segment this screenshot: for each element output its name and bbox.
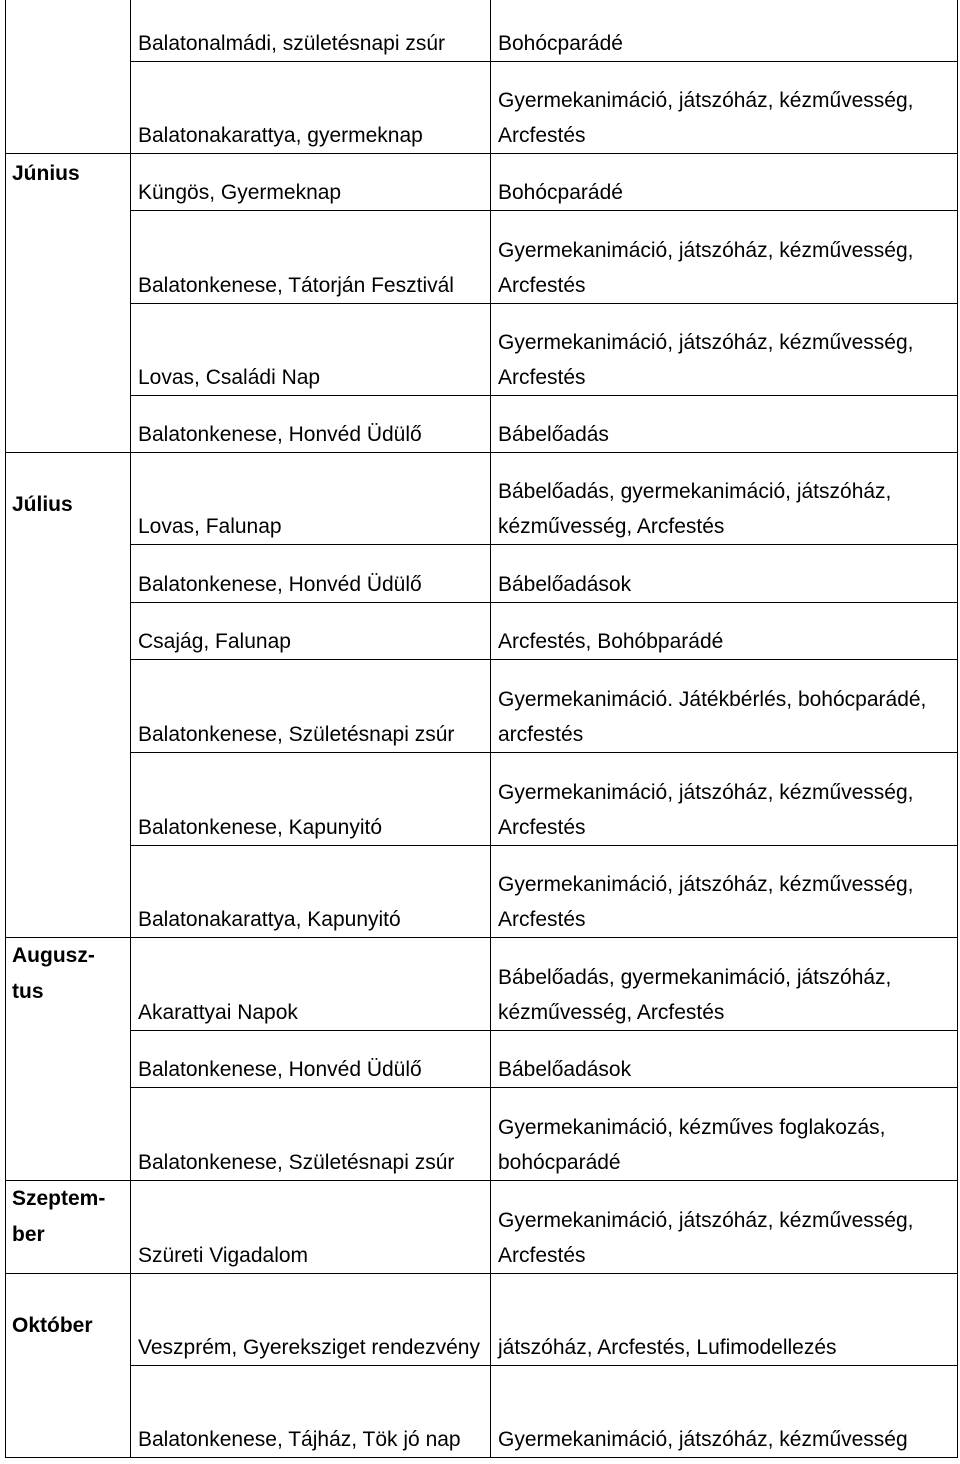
venue-cell: Balatonkenese, Honvéd Üdülő [131,1031,491,1088]
venue-cell: Balatonakarattya, Kapunyitó [131,846,491,938]
table-row [6,753,958,846]
table-row [6,603,958,660]
table-row [6,0,958,62]
table-row [6,938,958,1031]
program-cell: Gyermekanimáció, játszóház, kézművesség, Arcfestés [491,211,958,304]
table-row [6,154,958,211]
table-row [6,1366,958,1458]
program-cell: Gyermekanimáció, kézműves foglakozás, bohócparádé [491,1088,958,1181]
venue-cell: Veszprém, Gyereksziget rendezvény [131,1274,491,1366]
venue-cell: Balatonakarattya, gyermeknap [131,62,491,154]
venue-cell: Balatonkenese, Születésnapi zsúr [131,660,491,753]
events-table [5,0,958,1458]
table-row [6,545,958,603]
program-cell: Bábelőadások [491,1031,958,1088]
table-row [6,304,958,396]
venue-cell: Csajág, Falunap [131,603,491,660]
venue-cell: Balatonkenese, Kapunyitó [131,753,491,846]
venue-cell: Lovas, Családi Nap [131,304,491,396]
program-cell: Bábelőadások [491,545,958,603]
program-cell: Bohócparádé [491,154,958,211]
program-cell: Bábelőadás, gyermekanimáció, játszóház, kézművesség, Arcfestés [491,453,958,545]
program-cell: Gyermekanimáció, játszóház, kézművesség, Arcfestés [491,304,958,396]
month-cell: Augusz- tus [6,938,131,1181]
program-cell: Gyermekanimáció. Játékbérlés, bohócparádé, arcfestés [491,660,958,753]
program-cell: Gyermekanimáció, játszóház, kézművesség, Arcfestés [491,846,958,938]
program-cell: Arcfestés, Bohóbparádé [491,603,958,660]
program-cell: Gyermekanimáció, játszóház, kézművesség, Arcfestés [491,62,958,154]
venue-cell: Küngös, Gyermeknap [131,154,491,211]
table-row [6,62,958,154]
month-cell: Július [6,453,131,938]
program-cell: Gyermekanimáció, játszóház, kézművesség, Arcfestés [491,753,958,846]
venue-cell: Balatonkenese, Születésnapi zsúr [131,1088,491,1181]
month-cell: Október [6,1274,131,1458]
table-row [6,396,958,453]
venue-cell: Szüreti Vigadalom [131,1181,491,1274]
venue-cell: Balatonkenese, Tátorján Fesztivál [131,211,491,304]
table-row [6,453,958,545]
venue-cell: Balatonkenese, Honvéd Üdülő [131,545,491,603]
program-cell: Bohócparádé [491,0,958,62]
month-cell: Június [6,154,131,453]
venue-cell: Balatonalmádi, születésnapi zsúr [131,0,491,62]
program-cell: játszóház, Arcfestés, Lufimodellezés [491,1274,958,1366]
program-cell: Gyermekanimáció, játszóház, kézművesség, Arcfestés [491,1181,958,1274]
program-cell: Bábelőadás, gyermekanimáció, játszóház, kézművesség, Arcfestés [491,938,958,1031]
program-cell: Gyermekanimáció, játszóház, kézművesség [491,1366,958,1458]
venue-cell: Balatonkenese, Honvéd Üdülő [131,396,491,453]
venue-cell: Akarattyai Napok [131,938,491,1031]
table-row [6,1181,958,1274]
table-row [6,1274,958,1366]
month-cell: Szeptem- ber [6,1181,131,1274]
table-row [6,1088,958,1181]
venue-cell: Lovas, Falunap [131,453,491,545]
table-row [6,211,958,304]
table-row [6,846,958,938]
month-cell [6,0,131,154]
table-row [6,660,958,753]
table-row [6,1031,958,1088]
program-cell: Bábelőadás [491,396,958,453]
venue-cell: Balatonkenese, Tájház, Tök jó nap [131,1366,491,1458]
